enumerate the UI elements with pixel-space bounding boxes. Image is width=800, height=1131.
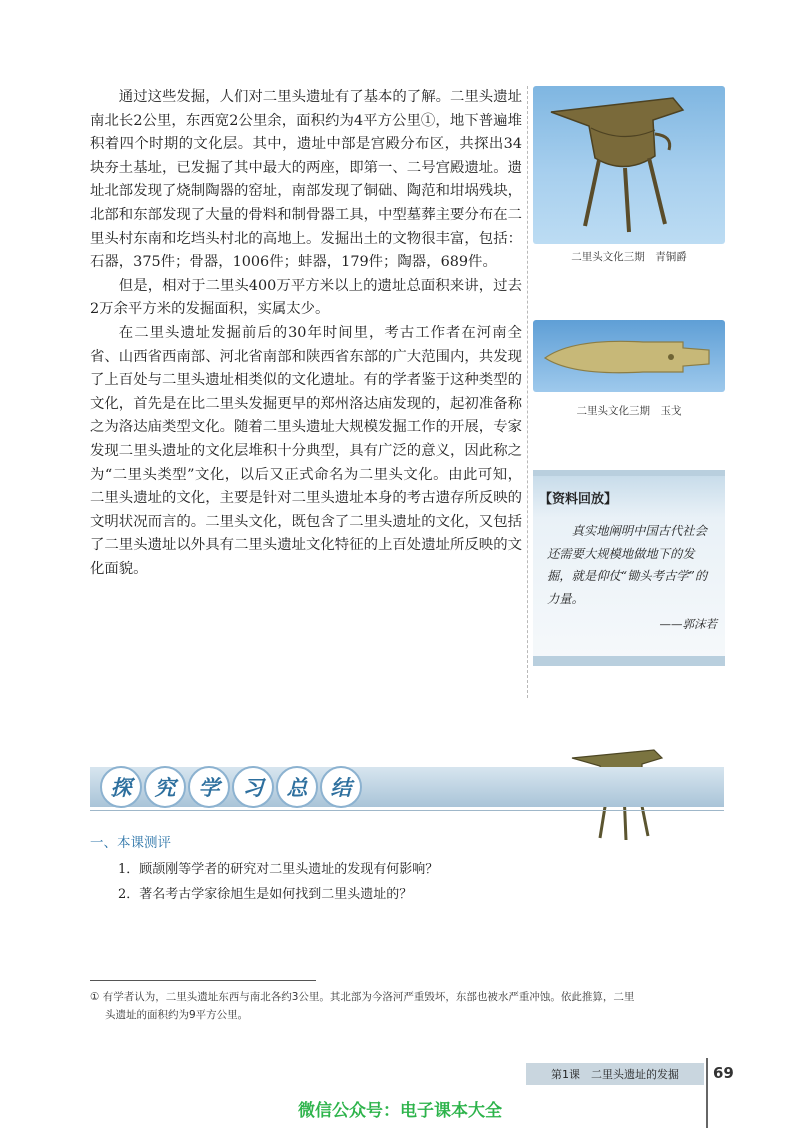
footnote [90, 988, 730, 1024]
question-2: 2．著名考古学家徐旭生是如何找到二里头遗址的？ [118, 887, 413, 902]
quote-text: 真实地阐明中国古代社会还需要大规模地做地下的发掘，就是仰仗“锄头考古学”的力量。 [547, 524, 708, 606]
footnote-rule [90, 980, 316, 981]
bronze-jue-figure [533, 86, 725, 244]
page-number: 69 [713, 1064, 734, 1082]
main-text-column [90, 86, 522, 581]
banner-char: 结 [320, 766, 362, 808]
bronze-jue-icon [533, 86, 725, 244]
quote-box [533, 470, 725, 666]
section-heading: 一、本课测评 [90, 835, 171, 851]
paragraph-1: 通过这些发掘，人们对二里头遗址有了基本的了解。二里头遗址南北长2公里，东西宽2公里余，面积约为4平方公里①，地下普遍堆积着四个时期的文化层。其中，遗址中部是宫殿分布区，共探出34块夯土基址，已发掘了其中最大的两座，即第一、二号宫殿遗址。遗址北部发现了烧制陶器的窑址，南部发现了铜础、陶范和坩埚残块，北部和东部发现了大量的骨料和制骨器工具，中型墓葬主要分布在二里头村东南和圪垱头村北的高地上。发掘出土的文物很丰富，包括：石器，375件；骨器，1006件；蚌器，179件；陶器，689件。 [90, 89, 522, 271]
quote-author: ——郭沫若 [659, 617, 717, 631]
banner-char: 探 [100, 766, 142, 808]
question-1: 1．顾颉刚等学者的研究对二里头遗址的发现有何影响？ [118, 862, 439, 877]
banner-char: 习 [232, 766, 274, 808]
lesson-label: 第1课 二里头遗址的发掘 [526, 1063, 704, 1085]
quote-box-band [533, 656, 725, 666]
watermark: 微信公众号：电子课本大全 [298, 1101, 502, 1121]
figure2-caption: 二里头文化三期 玉戈 [576, 405, 682, 417]
quote-title: 【资料回放】 [539, 492, 618, 507]
column-divider [527, 86, 528, 698]
footnote-line-1: ① 有学者认为，二里头遗址东西与南北各约3公里。其北部为今洛河严重毁坏，东部也被水严重冲蚀。依此推算，二里 [90, 991, 635, 1003]
banner-char: 总 [276, 766, 318, 808]
figure1-caption: 二里头文化三期 青铜爵 [571, 251, 687, 263]
paragraph-3: 在二里头遗址发掘前后的30年时间里，考古工作者在河南全省、山西省西南部、河北省南部和陕西省东部的广大范围内，共发现了上百处与二里头遗址相类似的文化遗址。有的学者鉴于这种类型的文化，首先是在比二里头发掘更早的郑州洛达庙发现的，起初准备称之为洛达庙类型文化。随着二里头遗址大规模发掘工作的开展，专家发现二里头遗址的文化层堆积十分典型，具有广泛的意义，因此称之为“二里头类型”文化，以后又正式命名为二里头文化。由此可知，二里头遗址的文化，主要是针对二里头遗址本身的考古遗存所反映的文明状况而言的。二里头文化，既包含了二里头遗址的文化，又包括了二里头遗址以外具有二里头遗址文化特征的上百处遗址所反映的文化面貌。 [90, 324, 522, 577]
jade-ge-figure [533, 320, 725, 392]
summary-banner-rule [90, 810, 724, 811]
jade-ge-icon [533, 320, 725, 392]
footnote-line-2: 头遗址的面积约为9平方公里。 [105, 1009, 249, 1021]
banner-char: 学 [188, 766, 230, 808]
banner-char: 究 [144, 766, 186, 808]
paragraph-2: 但是，相对于二里头400万平方米以上的遗址总面积来讲，过去2万余平方米的发掘面积，实属太少。 [90, 277, 522, 318]
summary-banner-title [100, 766, 362, 808]
